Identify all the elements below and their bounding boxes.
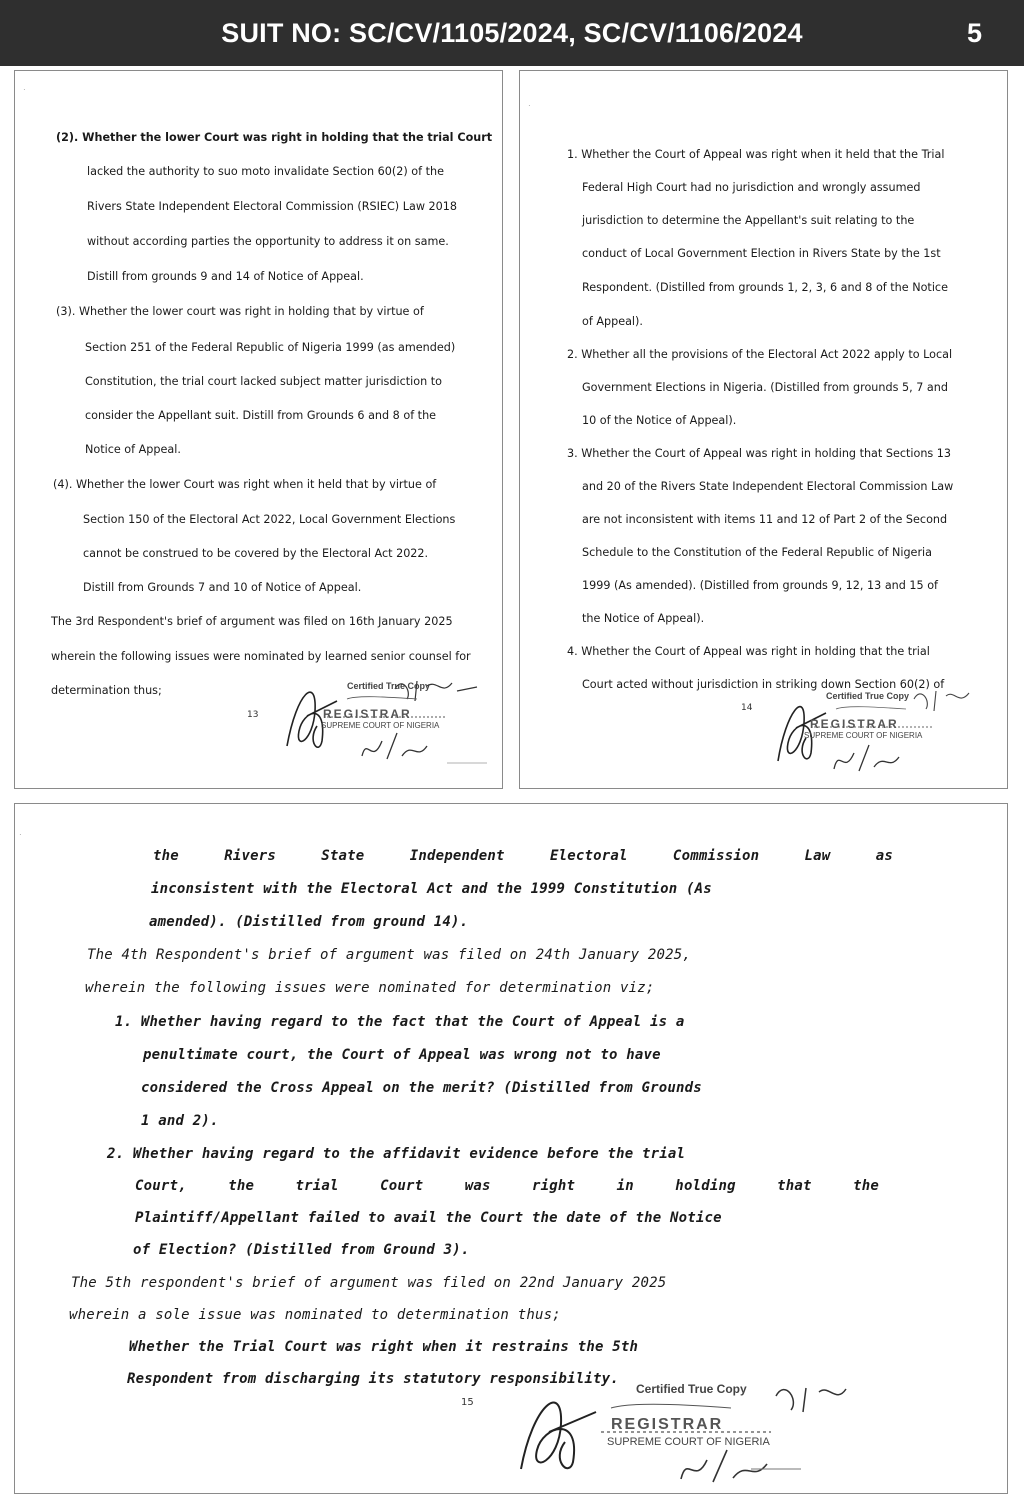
issue-line: Federal High Court had no jurisdiction and wrongly assumed <box>582 181 921 194</box>
supreme-court-text: SUPREME COURT OF NIGERIA <box>607 1436 770 1448</box>
page-number: 5 <box>966 18 982 48</box>
registrar-stamp <box>501 1374 851 1489</box>
scan-mark: · <box>528 101 531 110</box>
issue-line: 3. Whether the Court of Appeal was right in holding that Sections 13 <box>567 447 952 460</box>
paragraph-line: The 5th respondent's brief of argument was filed on 22nd January 2025 <box>71 1275 667 1291</box>
issue-line: are not inconsistent with items 11 and 12 of Part 2 of the Second <box>582 513 948 526</box>
issue-line: Court, the trial Court was right in holding that the <box>135 1178 879 1194</box>
issue-line: 1. Whether the Court of Appeal was right when it held that the Trial <box>567 148 945 161</box>
issue-line: without according parties the opportunity to address it on same. <box>87 235 449 248</box>
issue-line: lacked the authority to suo moto invalidate Section 60(2) of the <box>87 165 444 178</box>
scanned-page-13 <box>14 70 503 789</box>
issue-line: Constitution, the trial court lacked subject matter jurisdiction to <box>85 375 442 388</box>
issue-line: Notice of Appeal. <box>85 443 181 456</box>
suit-number-title: SUIT NO: SC/CV/1105/2024, SC/CV/1106/2024 <box>221 18 803 48</box>
issue-line: the Rivers State Independent Electoral Commission Law as <box>153 848 893 864</box>
issue-line: 2. Whether having regard to the affidavit evidence before the trial <box>107 1146 686 1162</box>
issue-line: Section 251 of the Federal Republic of Nigeria 1999 (as amended) <box>85 341 456 354</box>
paragraph-line: wherein a sole issue was nominated to determination thus; <box>69 1307 561 1323</box>
issue-line: the Notice of Appeal). <box>582 612 705 625</box>
paragraph-line: determination thus; <box>51 684 162 697</box>
issue-line: Government Elections in Nigeria. (Distilled from grounds 5, 7 and <box>582 381 948 394</box>
issue-line: of Appeal). <box>582 315 643 328</box>
issue-line: cannot be construed to be covered by the Electoral Act 2022. <box>83 547 429 560</box>
paragraph-line: The 4th Respondent's brief of argument was filed on 24th January 2025, <box>87 947 692 963</box>
issue-line: Plaintiff/Appellant failed to avail the Court the date of the Notice <box>135 1210 722 1226</box>
issue-line: (2). Whether the lower Court was right in holding that the trial Court <box>56 131 493 144</box>
certified-true-copy-text: Certified True Copy <box>347 681 431 691</box>
registrar-text: REGISTRAR <box>323 707 412 721</box>
issue-line: Section 150 of the Electoral Act 2022, Local Government Elections <box>83 513 456 526</box>
issue-line: 10 of the Notice of Appeal). <box>582 414 737 427</box>
paragraph-line: wherein the following issues were nominated by learned senior counsel for <box>51 650 471 663</box>
certified-true-copy-text: Certified True Copy <box>636 1382 747 1396</box>
page-header <box>0 0 1024 66</box>
paragraph-line: The 3rd Respondent's brief of argument was filed on 16th January 2025 <box>51 615 453 628</box>
issue-line: jurisdiction to determine the Appellant's suit relating to the <box>582 214 915 227</box>
issue-line: considered the Cross Appeal on the merit? (Distilled from Grounds <box>141 1080 702 1096</box>
registrar-text: REGISTRAR <box>810 717 899 731</box>
issue-line: Respondent from discharging its statutory responsibility. <box>127 1371 619 1387</box>
page-number-15: 15 <box>461 1397 474 1408</box>
issue-line: 2. Whether all the provisions of the Electoral Act 2022 apply to Local <box>567 348 953 361</box>
issue-line: Distill from grounds 9 and 14 of Notice of Appeal. <box>87 270 364 283</box>
page-number-14: 14 <box>741 703 753 713</box>
supreme-court-text: SUPREME COURT OF NIGERIA <box>321 721 440 730</box>
issue-line: Court acted without jurisdiction in striking down Section 60(2) of <box>582 678 945 691</box>
issue-line: penultimate court, the Court of Appeal was wrong not to have <box>143 1047 661 1063</box>
issue-line: Whether the Trial Court was right when it restrains the 5th <box>129 1339 639 1355</box>
page-number-13: 13 <box>247 710 259 720</box>
registrar-text: REGISTRAR <box>611 1416 724 1433</box>
issue-line: Schedule to the Constitution of the Federal Republic of Nigeria <box>582 546 933 559</box>
scanned-page-15 <box>14 803 1008 1494</box>
issue-line: 1 and 2). <box>141 1113 219 1129</box>
scan-mark: · <box>23 85 26 94</box>
supreme-court-text: SUPREME COURT OF NIGERIA <box>804 731 923 740</box>
scanned-page-14 <box>519 70 1008 789</box>
issue-line: Respondent. (Distilled from grounds 1, 2, 3, 6 and 8 of the Notice <box>582 281 948 294</box>
issue-line: 1999 (As amended). (Distilled from grounds 9, 12, 13 and 15 of <box>582 579 938 592</box>
issue-line: Distill from Grounds 7 and 10 of Notice of Appeal. <box>83 581 362 594</box>
issue-line: inconsistent with the Electoral Act and the 1999 Constitution (As <box>151 881 712 897</box>
paragraph-line: wherein the following issues were nominated for determination viz; <box>85 980 655 996</box>
certified-true-copy-text: Certified True Copy <box>826 691 910 701</box>
issue-line: conduct of Local Government Election in Rivers State by the 1st <box>582 247 941 260</box>
issue-line: 1. Whether having regard to the fact that the Court of Appeal is a <box>115 1014 685 1030</box>
scan-mark: · <box>19 830 22 839</box>
issue-line: (3). Whether the lower court was right in holding that by virtue of <box>56 305 424 318</box>
issue-line: and 20 of the Rivers State Independent Electoral Commission Law <box>582 480 954 493</box>
issue-line: Rivers State Independent Electoral Commission (RSIEC) Law 2018 <box>87 200 457 213</box>
issue-line: of Election? (Distilled from Ground 3). <box>133 1242 470 1258</box>
issue-line: amended). (Distilled from ground 14). <box>149 914 469 930</box>
issue-line: 4. Whether the Court of Appeal was right in holding that the trial <box>567 645 930 658</box>
registrar-stamp <box>764 681 984 776</box>
issue-line: consider the Appellant suit. Distill from Grounds 6 and 8 of the <box>85 409 437 422</box>
issue-line: (4). Whether the lower Court was right when it held that by virtue of <box>53 478 437 491</box>
registrar-stamp <box>277 671 497 766</box>
